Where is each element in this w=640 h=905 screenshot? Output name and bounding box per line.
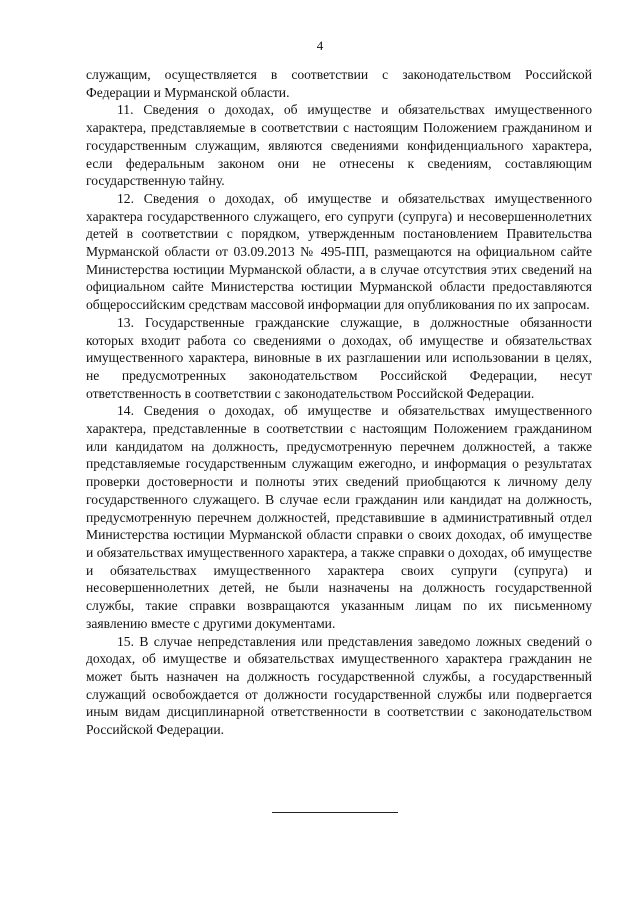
page-number: 4 xyxy=(316,38,324,53)
end-divider-line xyxy=(272,812,398,813)
paragraph-15: 15. В случае непредставления или представления заведомо ложных сведений о доходах, об имуществе и обязательствах имущественного характера гражданин не может быть назначен на должность государственной службы, а государственный служащий освобождается от должности государственной службы или подвергается иным видам дисциплинарной ответственности в соответствии с законодательством Российской Федерации. xyxy=(86,633,592,738)
paragraph-12: 12. Сведения о доходах, об имуществе и обязательствах имущественного характера государственного служащего, его супруги (супруга) и несовершеннолетних детей в соответствии с порядком, утвержденным постановлением Правительства Мурманской области от 03.09.2013 № 495-ПП, размещаются на официальном сайте Министерства юстиции Мурманской области, а в случае отсутствия этих сведений на официальном сайте Министерства юстиции Мурманской области предоставляются общероссийским средствам массовой информации для опубликования по их запросам. xyxy=(86,190,592,313)
document-body xyxy=(86,66,592,739)
paragraph-13: 13. Государственные гражданские служащие, в должностные обязанности которых входит работа со сведениями о доходах, об имуществе и обязательствах имущественного характера, виновные в их разглашении или использовании в целях, не предусмотренных законодательством Российской Федерации, несут ответственность в соответствии с законодательством Российской Федерации. xyxy=(86,314,592,401)
paragraph-11: 11. Сведения о доходах, об имуществе и обязательствах имущественного характера, представляемые в соответствии с настоящим Положением гражданином и государственным служащим, являются сведениями конфиденциального характера, если федеральным законом они не отнесены к сведениям, составляющим государственную тайну. xyxy=(86,102,592,189)
paragraph-14: 14. Сведения о доходах, об имуществе и обязательствах имущественного характера, представленные в соответствии с настоящим Положением гражданином или кандидатом на должность, предусмотренную перечнем должностей, а также представляемые государственным служащим ежегодно, и информация о результатах проверки достоверности и полноты этих сведений приобщаются к личному делу государственного служащего. В случае если гражданин или кандидат на должность, предусмотренную перечнем должностей, представившие в административный отдел Министерства юстиции Мурманской области справки о своих доходах, об имуществе и обязательствах имущественного характера, а также справки о доходах, об имуществе и обязательствах имущественного характера своих супруги (супруга) и несовершеннолетних детей, не были назначены на должность государственной службы, такие справки возвращаются указанным лицам по их письменному заявлению вместе с другими документами. xyxy=(86,403,592,631)
paragraph-continuation: служащим, осуществляется в соответствии с законодательством Российской Федерации и Мурманской области. xyxy=(86,67,592,100)
